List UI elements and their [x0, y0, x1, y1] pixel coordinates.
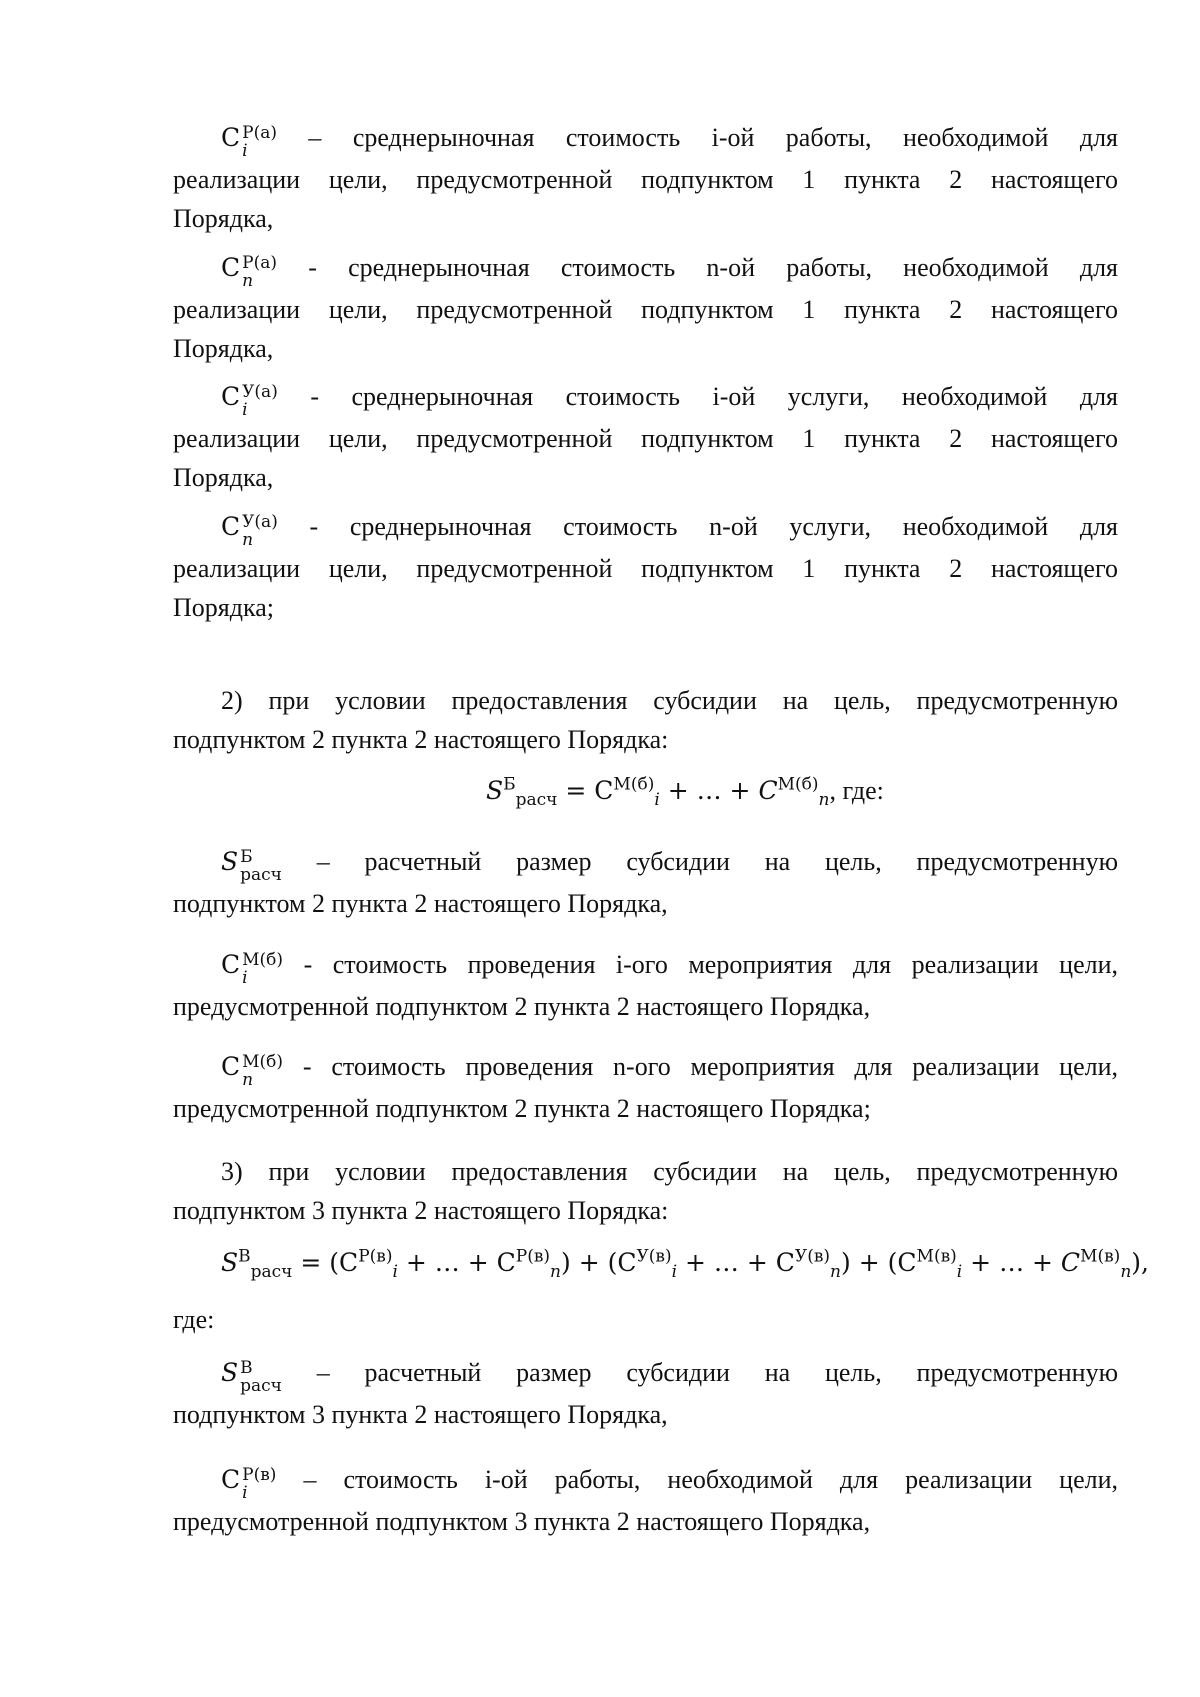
definition-line: S Б расч – расчетный размер субсидии на цель, предусмотренную: [173, 842, 1118, 884]
body-text-line: реализации цели, предусмотренной подпунктом 1 пункта 2 настоящего: [173, 295, 1118, 324]
body-text-line: Порядка,: [173, 463, 274, 492]
math-symbol: C У(а) i: [221, 382, 278, 420]
definition-paragraph: [173, 842, 1118, 923]
condition-paragraph: [173, 1152, 1118, 1230]
definition-line: C М(б) i - стоимость проведения i-ого мероприятия для реализации цели,: [173, 945, 1118, 987]
body-text-line: подпунктом 3 пункта 2 настоящего Порядка:: [173, 1196, 669, 1225]
definition-line: C М(б) n - стоимость проведения n-ого мероприятия для реализации цели,: [173, 1047, 1118, 1089]
body-text-line: предусмотренной подпунктом 2 пункта 2 настоящего Порядка;: [173, 1094, 871, 1123]
body-text-line: предусмотренной подпунктом 2 пункта 2 настоящего Порядка,: [173, 992, 871, 1021]
definition-paragraph: [173, 118, 1118, 238]
definition-paragraph: [173, 377, 1118, 497]
math-symbol: C У(а) n: [221, 512, 278, 550]
body-text-line: Порядка,: [173, 334, 274, 363]
definition-line: C Р(в) i – стоимость i-ой работы, необходимой для реализации цели,: [173, 1460, 1118, 1502]
definition-paragraph: [173, 507, 1118, 627]
math-symbol: C Р(в) i: [221, 1465, 277, 1503]
formula-subsidy-b: $S^Б_{расч} = C^{М(б)}_i$ + … + $C^{М(б)}_n$, где:: [486, 774, 884, 810]
definition-line: S В расч – расчетный размер субсидии на цель, предусмотренную: [173, 1353, 1118, 1395]
body-text-line: подпунктом 3 пункта 2 настоящего Порядка,: [173, 1400, 668, 1429]
definition-paragraph: [173, 1460, 1118, 1541]
body-text-line: Порядка;: [173, 593, 274, 622]
definition-paragraph: [173, 945, 1118, 1026]
math-symbol: S Б расч: [221, 847, 282, 885]
body-text-line: подпунктом 2 пункта 2 настоящего Порядка,: [173, 889, 668, 918]
definition-paragraph: [173, 1353, 1118, 1434]
definition-paragraph: [173, 1047, 1118, 1128]
body-text-line: реализации цели, предусмотренной подпунктом 1 пункта 2 настоящего: [173, 554, 1118, 583]
math-symbol: C М(б) n: [221, 1052, 284, 1090]
definition-line: C У(а) i - среднерыночная стоимость i-ой услуги, необходимой для: [173, 377, 1118, 419]
math-symbol: C М(б) i: [221, 950, 284, 988]
formula-tail-text: где:: [173, 1305, 215, 1334]
formula-subsidy-v: $S^В_{расч} = (C^{Р(в)}_i$ + … + $C^{Р(в)}_n) + (C^{У(в)}_i$ + … + $C^{У(в)}_n) + (C^{М(в)}_i$ + … + $C^{М(в)}_n$),: [221, 1246, 1149, 1282]
body-text-line: предусмотренной подпунктом 3 пункта 2 настоящего Порядка,: [173, 1507, 871, 1536]
body-text-line: реализации цели, предусмотренной подпунктом 1 пункта 2 настоящего: [173, 165, 1118, 194]
body-text-line: 2) при условии предоставления субсидии на цель, предусмотренную: [221, 686, 1118, 715]
math-symbol: S В расч: [221, 1358, 282, 1396]
definition-line: C Р(а) i – среднерыночная стоимость i-ой работы, необходимой для: [173, 118, 1118, 160]
definition-line: C Р(а) n - среднерыночная стоимость n-ой работы, необходимой для: [173, 248, 1118, 290]
math-symbol: C Р(а) n: [221, 253, 277, 291]
body-text-line: подпунктом 2 пункта 2 настоящего Порядка:: [173, 725, 669, 754]
body-text-line: 3) при условии предоставления субсидии на цель, предусмотренную: [221, 1157, 1118, 1186]
math-symbol: C Р(а) i: [221, 123, 277, 161]
definition-line: C У(а) n - среднерыночная стоимость n-ой услуги, необходимой для: [173, 507, 1118, 549]
body-text-line: Порядка,: [173, 204, 274, 233]
condition-paragraph: [173, 681, 1118, 759]
definition-paragraph: [173, 248, 1118, 368]
body-text-line: реализации цели, предусмотренной подпунктом 1 пункта 2 настоящего: [173, 424, 1118, 453]
